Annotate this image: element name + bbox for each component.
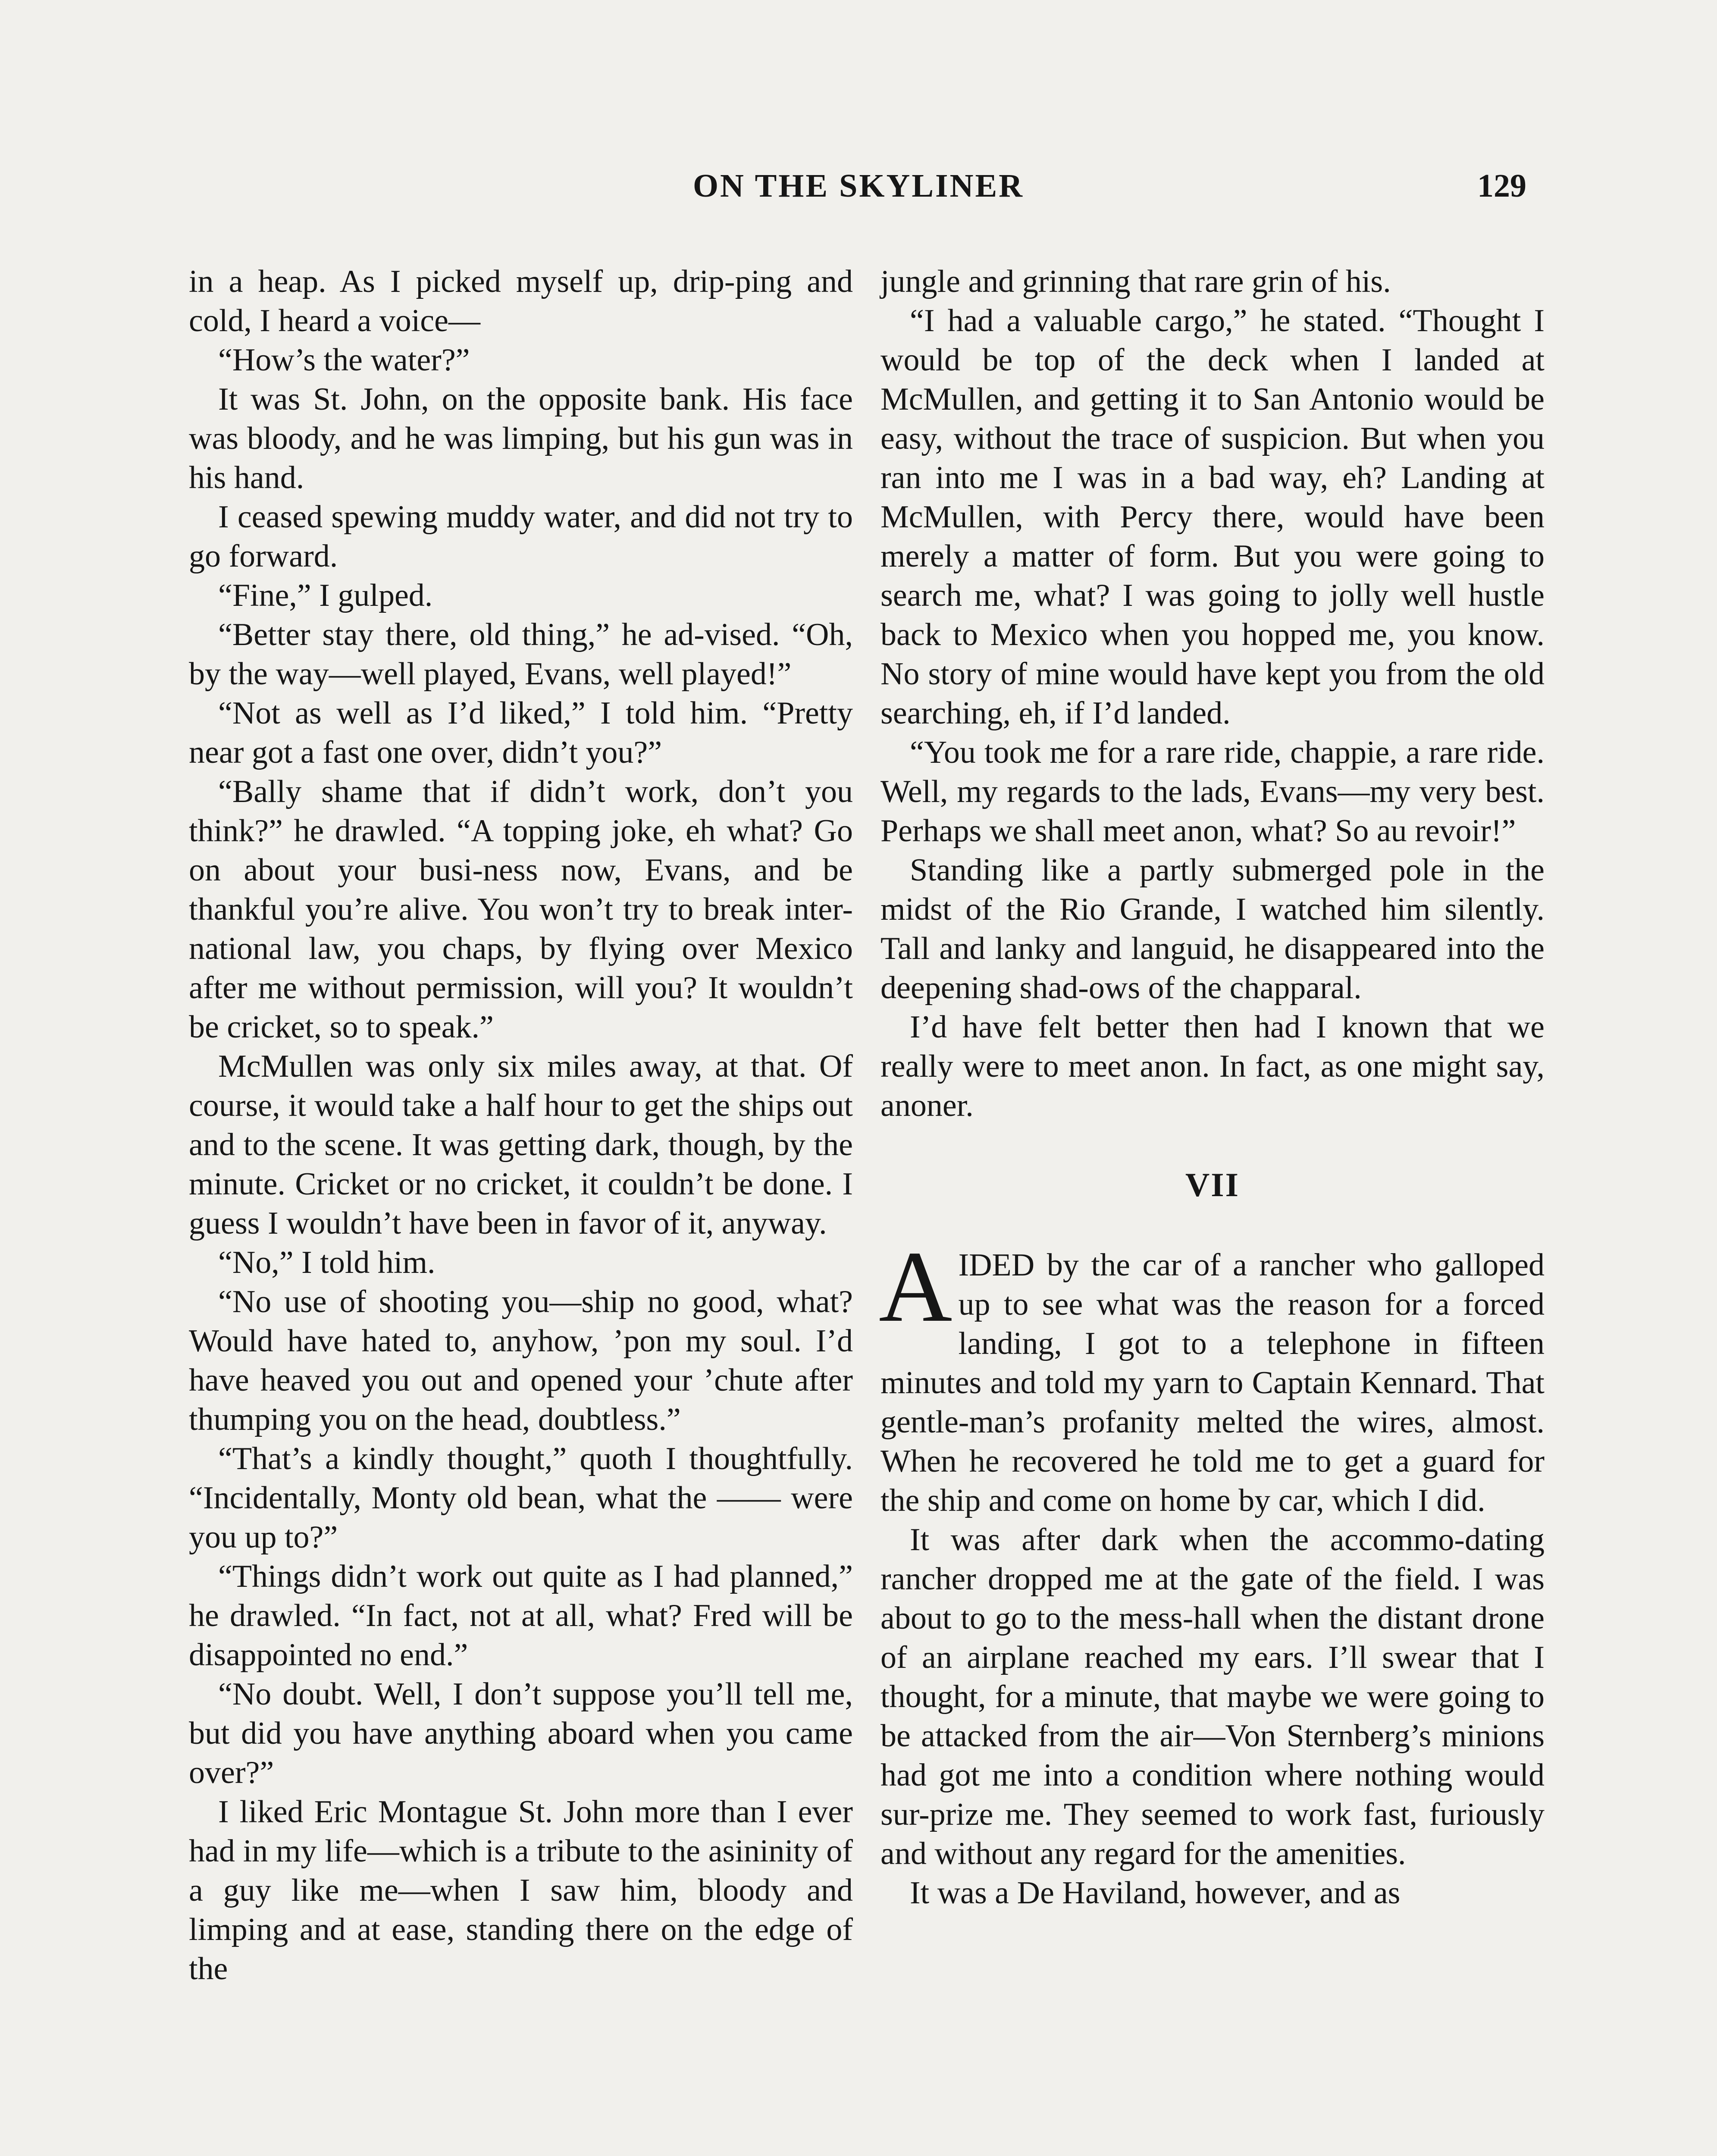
paragraph: McMullen was only six miles away, at that. Of course, it would take a half hour to get the ships out and to the scene. It was getting dark, though, by the minute. Cricket or no cricket, it couldn’t be done. I guess I wouldn’t have been in favor of it, anyway. <box>189 1049 853 1241</box>
paragraph: I’d have felt better then had I known that we really were to meet anon. In fact, as one might say, anoner. <box>880 1009 1545 1123</box>
paragraph: “No doubt. Well, I don’t suppose you’ll tell me, but did you have anything aboard when you came over?” <box>189 1677 853 1790</box>
paragraph: “No use of shooting you—ship no good, what? Would have hated to, anyhow, ’pon my soul. I’d have heaved you out and opened your ’chute after thumping you on the head, doubtless.” <box>189 1284 853 1437</box>
drop-cap: A <box>879 1231 952 1343</box>
paragraph: “That’s a kindly thought,” quoth I thoughtfully. “Incidentally, Monty old bean, what the —— were you up to?” <box>189 1441 853 1555</box>
paragraph: It was a De Haviland, however, and as <box>910 1875 1401 1911</box>
paragraph: “Bally shame that if didn’t work, don’t you think?” he drawled. “A topping joke, eh what? Go on about your busi-ness now, Evans, and be thankful you’re alive. You won’t try to break inter-national law, you chaps, by flying over Mexico after me without permission, will you? It wouldn’t be cricket, so to speak.” <box>189 774 853 1045</box>
paragraph: I liked Eric Montague St. John more than I ever had in my life—which is a tribute to the asininity of a guy like me—when I saw him, bloody and limping and at ease, standing there on the edge of the <box>189 1794 853 1987</box>
left-column <box>189 262 853 1989</box>
section-heading: VII <box>1185 1166 1240 1203</box>
paragraph: “Fine,” I gulped. <box>218 578 433 613</box>
paragraph: jungle and grinning that rare grin of his. <box>880 264 1391 299</box>
paragraph: in a heap. As I picked myself up, drip-ping and cold, I heard a voice— <box>189 264 853 338</box>
paragraph: It was after dark when the accommo-dating rancher dropped me at the gate of the field. I was about to go to the mess-hall when the distant drone of an airplane reached my ears. I’ll swear that I thought, for a minute, that maybe we were going to be attacked from the air—Von Sternberg’s minions had got me into a condition where nothing would sur-prize me. They seemed to work fast, furiously and without any regard for the amenities. <box>880 1522 1545 1871</box>
paragraph: I ceased spewing muddy water, and did not try to go forward. <box>189 499 853 574</box>
paragraph: “Not as well as I’d liked,” I told him. “Pretty near got a fast one over, didn’t you?” <box>189 696 853 770</box>
paragraph: “Things didn’t work out quite as I had planned,” he drawled. “In fact, not at all, what? Fred will be disappointed no end.” <box>189 1559 853 1673</box>
paragraph: “No,” I told him. <box>218 1245 436 1280</box>
paragraph: “You took me for a rare ride, chappie, a rare ride. Well, my regards to the lads, Evans—my very best. Perhaps we shall meet anon, what? So au revoir!” <box>880 735 1545 849</box>
paragraph: It was St. John, on the opposite bank. His face was bloody, and he was limping, but his gun was in his hand. <box>189 382 853 495</box>
paragraph: “Better stay there, old thing,” he ad-vised. “Oh, by the way—well played, Evans, well played!” <box>189 617 853 692</box>
paragraph: “I had a valuable cargo,” he stated. “Thought I would be top of the deck when I landed at McMullen, and getting it to San Antonio would be easy, without the trace of suspicion. But when you ran into me I was in a bad way, eh? Landing at McMullen, with Percy there, would have been merely a matter of form. But you were going to search me, what? I was going to jolly well hustle back to Mexico when you hopped me, you know. No story of mine would have kept you from the old searching, eh, if I’d landed. <box>880 303 1545 731</box>
right-column-text <box>880 262 1545 1125</box>
section-first-paragraph <box>879 1231 1545 1520</box>
section-body <box>880 1520 1545 1913</box>
paragraph: Standing like a partly submerged pole in the midst of the Rio Grande, I watched him silently. Tall and lanky and languid, he disappeared into the deepening shad-ows of the chapparal. <box>880 852 1545 1006</box>
right-column <box>880 262 1545 1913</box>
running-title: ON THE SKYLINER <box>692 168 1025 204</box>
first-paragraph-text: IDED by the car of a rancher who galloped up to see what was the reason for a forced landing, I got to a telephone in fifteen minutes and told my yarn to Captain Kennard. That gentle-man’s profanity melted the wires, almost. When he recovered he told me to get a guard for the ship and come on home by car, which I did. <box>880 1247 1545 1518</box>
paragraph: “How’s the water?” <box>218 342 470 378</box>
page-header <box>0 167 1717 219</box>
page-number: 129 <box>1477 168 1526 204</box>
